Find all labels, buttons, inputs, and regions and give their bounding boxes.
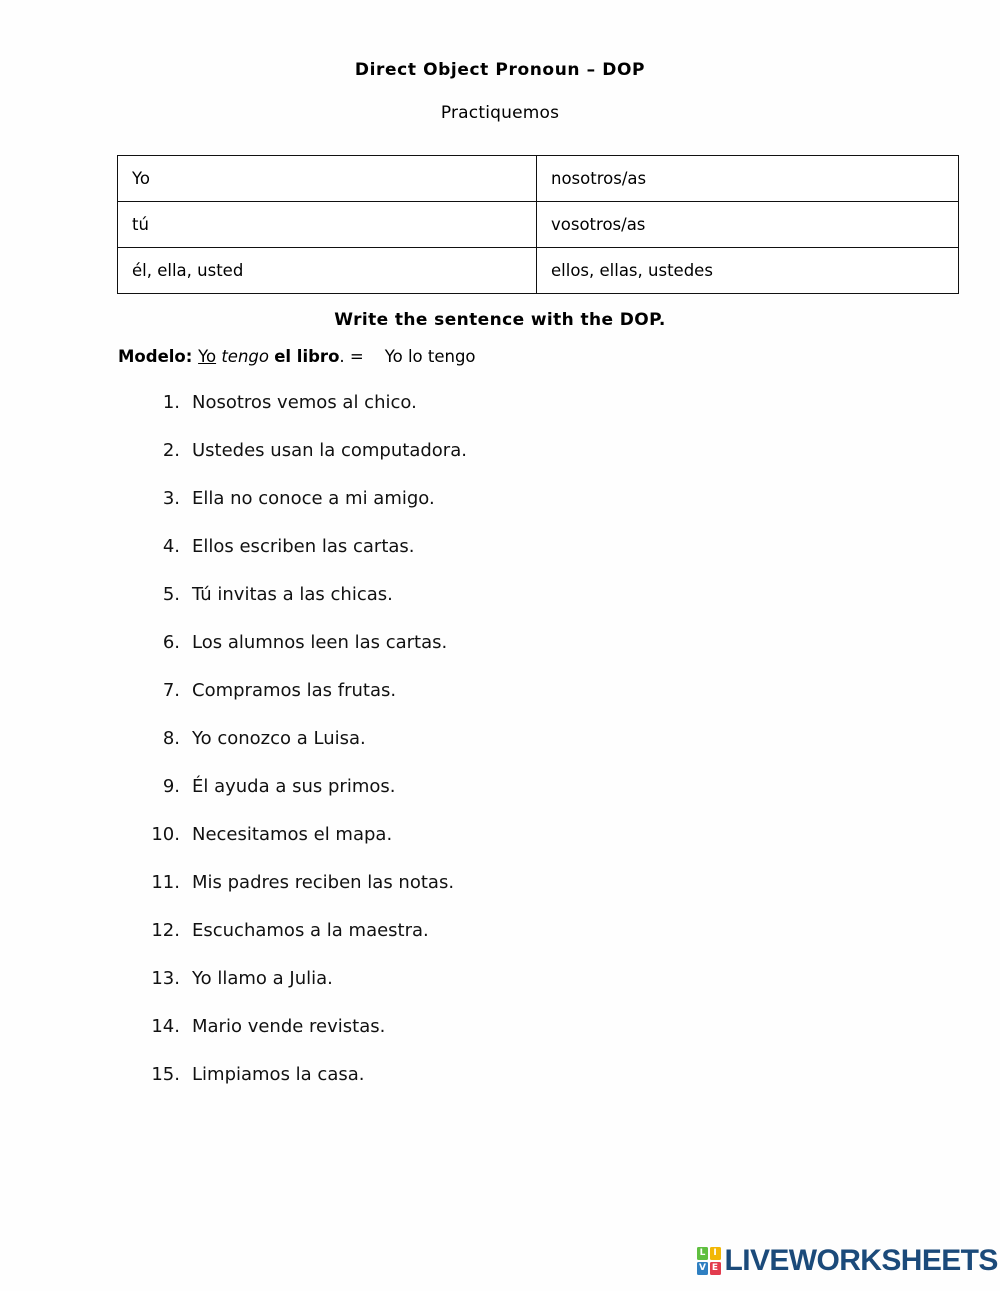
table-row xyxy=(118,248,959,294)
page-subtitle: Practiquemos xyxy=(440,103,560,123)
list-item-number: 3. xyxy=(162,488,180,509)
list-item xyxy=(138,392,898,440)
list-item-sentence: Los alumnos leen las cartas. xyxy=(192,632,448,653)
modelo-period: . xyxy=(339,347,350,366)
list-item-sentence: Yo conozco a Luisa. xyxy=(192,728,366,749)
list-item-sentence: Yo llamo a Julia. xyxy=(192,968,333,989)
logo-tile-l: L xyxy=(697,1247,708,1260)
pronoun-cell-plural: ellos, ellas, ustedes xyxy=(537,248,959,294)
list-item-sentence: Mis padres reciben las notas. xyxy=(192,872,455,893)
modelo-answer-spacer xyxy=(364,347,385,366)
list-item xyxy=(138,536,898,584)
list-item-number: 10. xyxy=(151,824,180,845)
liveworksheets-logo[interactable] xyxy=(697,1246,998,1276)
modelo-object: el libro xyxy=(274,347,340,366)
list-item-sentence: Nosotros vemos al chico. xyxy=(192,392,417,413)
pronoun-cell-singular: él, ella, usted xyxy=(118,248,537,294)
list-item-number: 14. xyxy=(151,1016,180,1037)
list-item xyxy=(138,872,898,920)
list-item-sentence: Ellos escriben las cartas. xyxy=(192,536,415,557)
pronoun-cell-plural: vosotros/as xyxy=(537,202,959,248)
modelo-equals: = xyxy=(349,347,364,366)
table-row xyxy=(118,202,959,248)
pronoun-cell-plural: nosotros/as xyxy=(537,156,959,202)
list-item-number: 8. xyxy=(162,728,180,749)
list-item-number: 9. xyxy=(162,776,180,797)
list-item-sentence: Mario vende revistas. xyxy=(192,1016,386,1037)
list-item xyxy=(138,488,898,536)
list-item-sentence: Él ayuda a sus primos. xyxy=(192,776,396,797)
list-item xyxy=(138,680,898,728)
modelo-subject: Yo xyxy=(198,347,217,366)
logo-tile-e: E xyxy=(710,1262,721,1275)
modelo-verb: tengo xyxy=(216,347,275,366)
list-item-number: 1. xyxy=(162,392,180,413)
list-item xyxy=(138,1064,898,1112)
pronoun-cell-singular: Yo xyxy=(118,156,537,202)
list-item xyxy=(138,1016,898,1064)
list-item-number: 11. xyxy=(151,872,180,893)
liveworksheets-wordmark: LIVEWORKSHEETS xyxy=(724,1244,998,1277)
modelo-answer: Yo lo tengo xyxy=(384,347,476,366)
modelo-label: Modelo xyxy=(118,347,186,366)
list-item xyxy=(138,632,898,680)
modelo-example xyxy=(118,347,476,366)
list-item-number: 5. xyxy=(162,584,180,605)
exercise-instruction: Write the sentence with the DOP. xyxy=(334,310,666,330)
list-item xyxy=(138,920,898,968)
list-item xyxy=(138,824,898,872)
list-item-number: 4. xyxy=(162,536,180,557)
list-item-number: 13. xyxy=(151,968,180,989)
pronoun-table xyxy=(117,155,959,294)
list-item-number: 12. xyxy=(151,920,180,941)
exercise-list xyxy=(138,392,898,1112)
list-item xyxy=(138,440,898,488)
page-title: Direct Object Pronoun – DOP xyxy=(354,60,646,80)
list-item xyxy=(138,584,898,632)
list-item-number: 7. xyxy=(162,680,180,701)
list-item xyxy=(138,968,898,1016)
pronoun-table-body xyxy=(118,156,959,294)
list-item-number: 6. xyxy=(162,632,180,653)
list-item xyxy=(138,728,898,776)
list-item-sentence: Limpiamos la casa. xyxy=(192,1064,365,1085)
logo-tile-i: I xyxy=(710,1247,721,1260)
table-row xyxy=(118,156,959,202)
pronoun-cell-singular: tú xyxy=(118,202,537,248)
modelo-colon: : xyxy=(185,347,199,366)
list-item-sentence: Tú invitas a las chicas. xyxy=(192,584,393,605)
list-item-sentence: Escuchamos a la maestra. xyxy=(192,920,429,941)
list-item-sentence: Necesitamos el mapa. xyxy=(192,824,393,845)
list-item-number: 15. xyxy=(151,1064,180,1085)
list-item-number: 2. xyxy=(162,440,180,461)
list-item-sentence: Compramos las frutas. xyxy=(192,680,397,701)
list-item xyxy=(138,776,898,824)
list-item-sentence: Ustedes usan la computadora. xyxy=(192,440,467,461)
logo-tile-v: V xyxy=(697,1262,708,1275)
list-item-sentence: Ella no conoce a mi amigo. xyxy=(192,488,435,509)
liveworksheets-logo-tiles-icon xyxy=(697,1247,721,1275)
